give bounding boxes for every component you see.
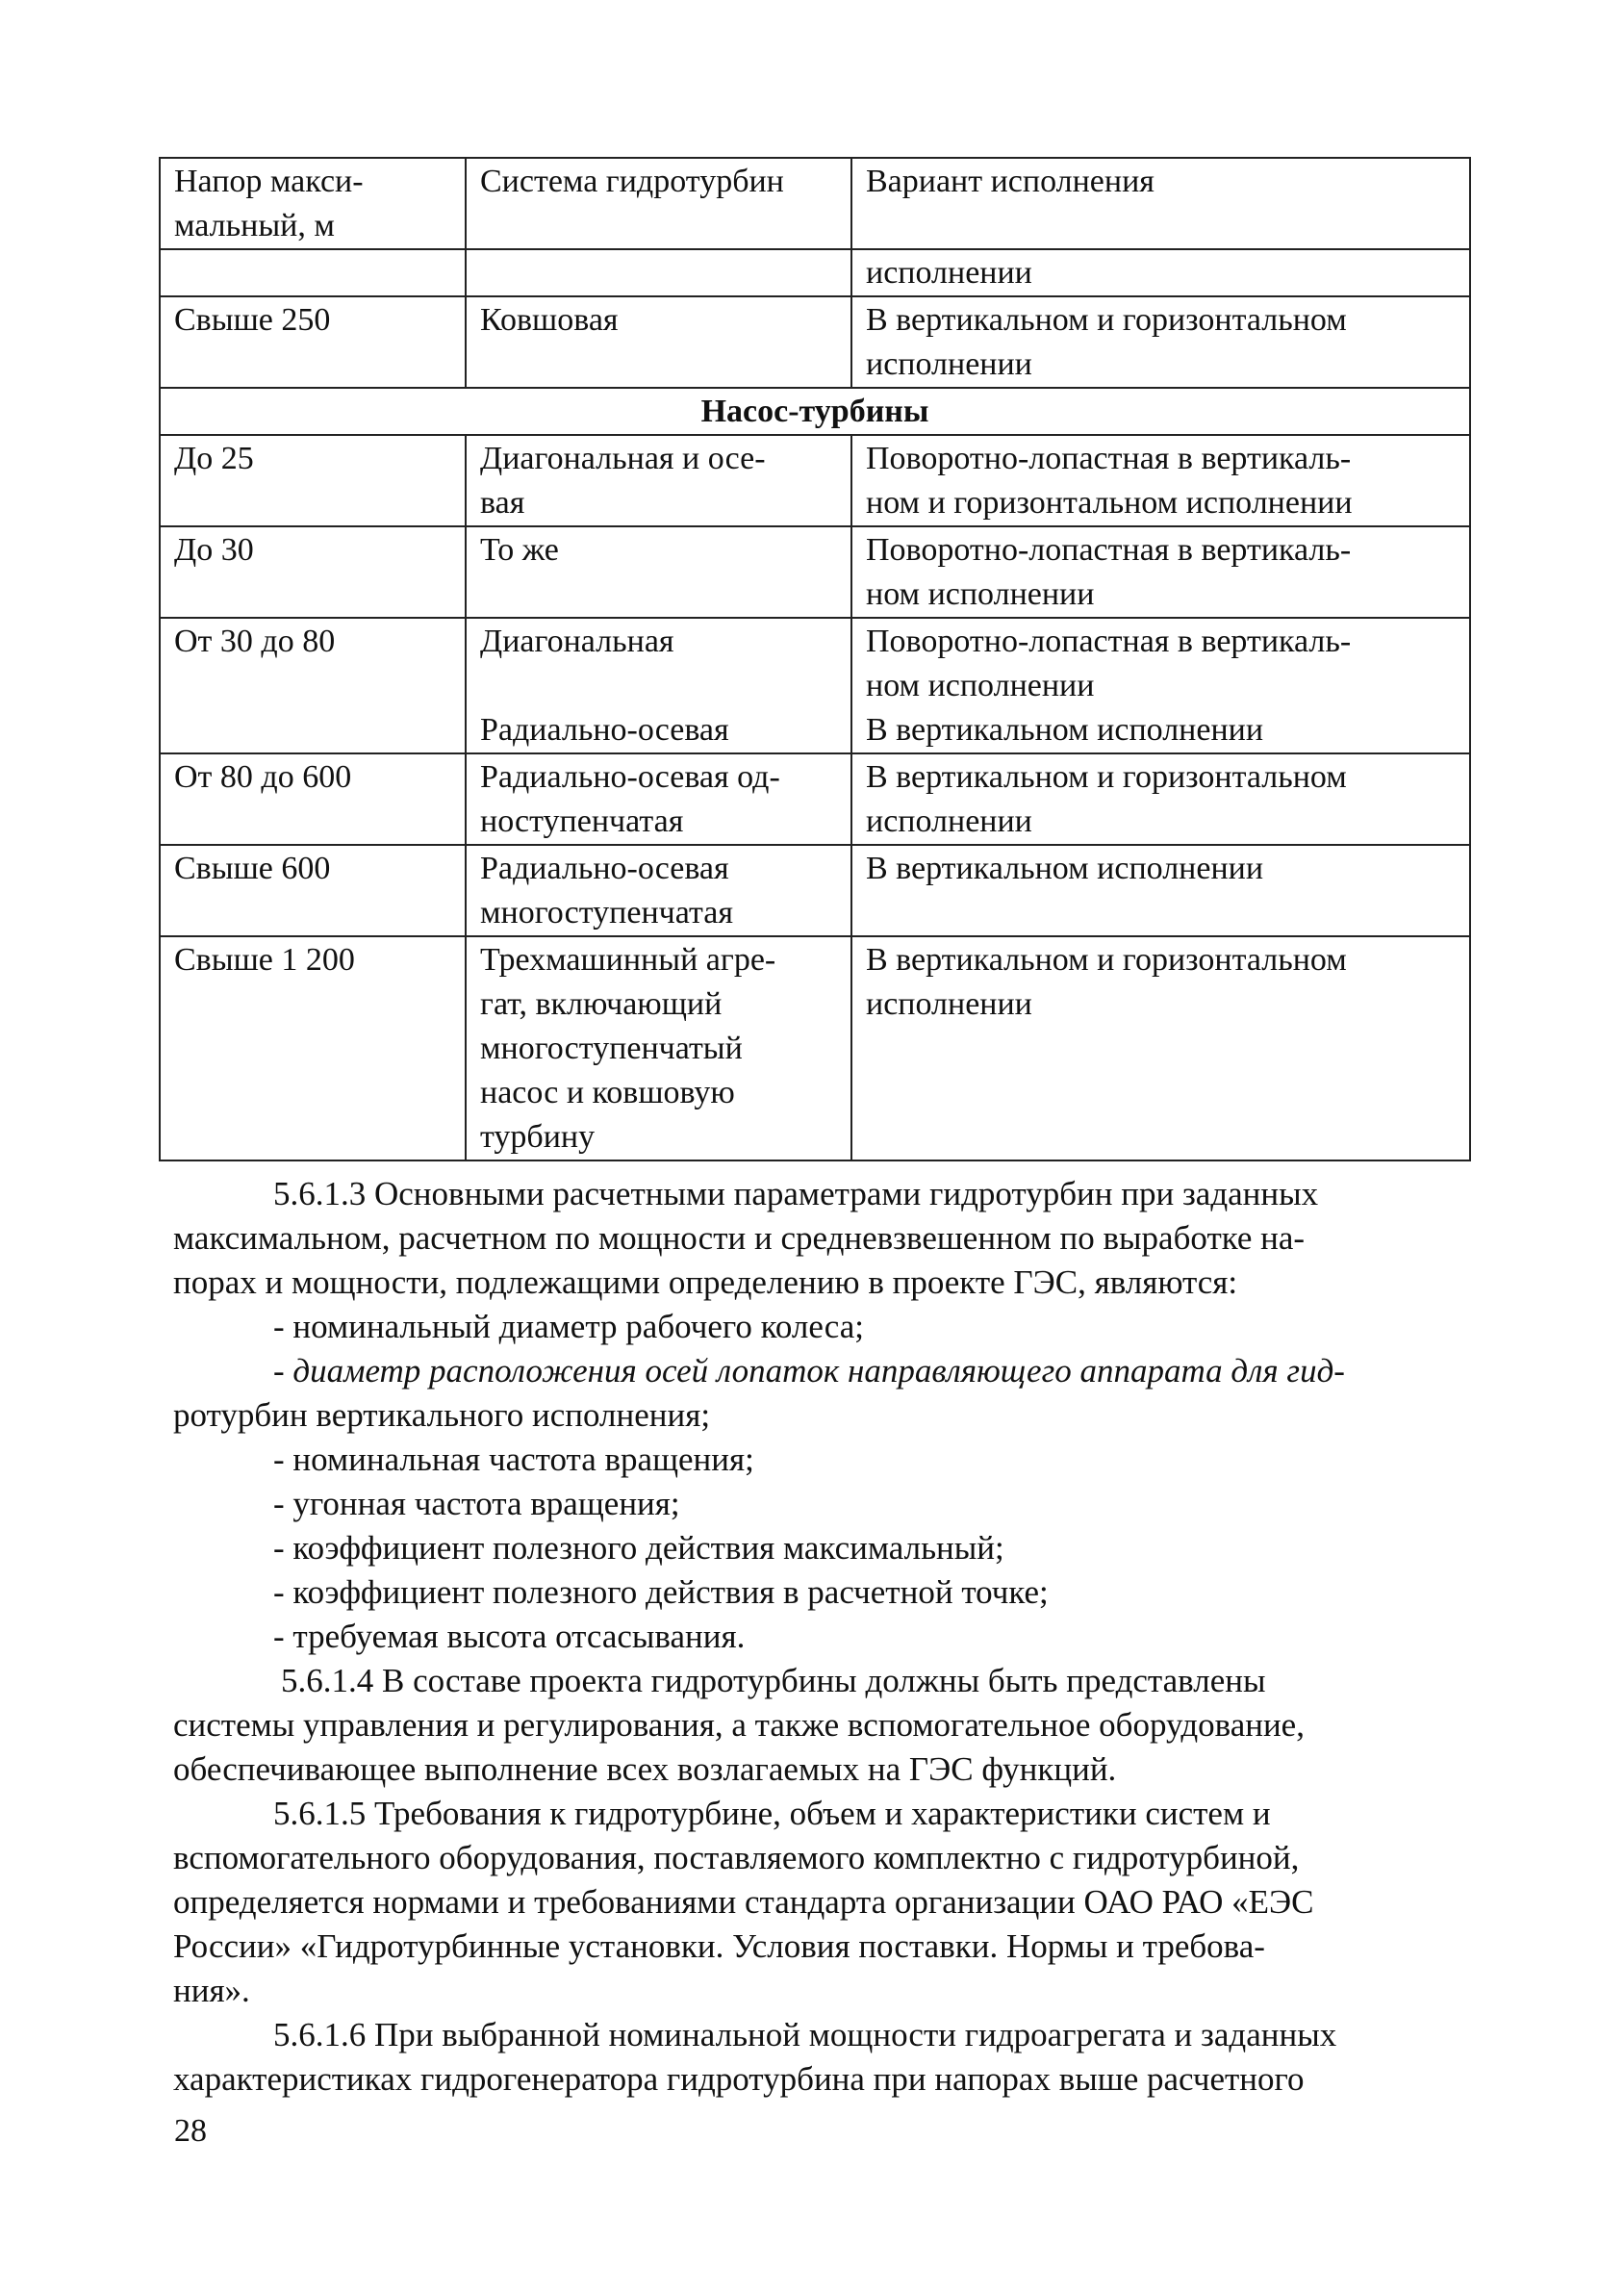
cell-system: Ковшовая	[466, 296, 851, 388]
table-row	[160, 526, 1470, 618]
turbine-systems-table	[159, 157, 1471, 1161]
text-line: России» «Гидротурбинные установки. Условия поставки. Нормы и требова-	[173, 1927, 1265, 1965]
header-system: Система гидротурбин	[466, 158, 851, 249]
list-item: - угонная частота вращения;	[273, 1485, 680, 1522]
cell-variant: Поворотно-лопастная в вертикаль- ном и горизонтальном исполнении	[851, 435, 1470, 526]
cell-system: То же	[466, 526, 851, 618]
list-item: - коэффициент полезного действия максимальный;	[273, 1529, 1004, 1567]
cell-variant: В вертикальном исполнении	[851, 845, 1470, 936]
text-line: 5.6.1.5 Требования к гидротурбине, объем и характеристики систем и	[273, 1795, 1271, 1832]
page-number: 28	[174, 2113, 207, 2149]
header-head: Напор макси- мальный, м	[160, 158, 466, 249]
paragraph-5-6-1-3	[173, 1172, 1491, 1305]
cell-system	[466, 249, 851, 296]
list-item: - коэффициент полезного действия в расчетной точке;	[273, 1573, 1049, 1611]
table-row	[160, 296, 1470, 388]
cell-variant: В вертикальном и горизонтальном исполнении	[851, 753, 1470, 845]
text-line: максимальном, расчетном по мощности и средневзвешенном по выработке на-	[173, 1219, 1306, 1257]
cell-head: Свыше 1 200	[160, 936, 466, 1160]
cell-variant: Поворотно-лопастная в вертикаль- ном исполнении В вертикальном исполнении	[851, 618, 1470, 753]
cell-head	[160, 249, 466, 296]
paragraph-5-6-1-4	[173, 1659, 1491, 1792]
cell-system: Радиально-осевая од- ноступенчатая	[466, 753, 851, 845]
text-line: 5.6.1.4 В составе проекта гидротурбины должны быть представлены	[281, 1662, 1266, 1699]
text-line: определяется нормами и требованиями стандарта организации ОАО РАО «ЕЭС	[173, 1883, 1314, 1921]
text-line: ния».	[173, 1972, 250, 2009]
text-line: характеристиках гидрогенератора гидротурбина при напорах выше расчетного	[173, 2060, 1305, 2098]
text-line: 5.6.1.3 Основными расчетными параметрами гидротурбин при заданных	[273, 1175, 1319, 1212]
cell-variant: исполнении	[851, 249, 1470, 296]
table-header-row	[160, 158, 1470, 249]
list-item: - номинальная частота вращения;	[273, 1441, 754, 1478]
group-heading: Насос-турбины	[160, 388, 1470, 435]
table-row	[160, 753, 1470, 845]
cell-head: От 30 до 80	[160, 618, 466, 753]
table-row	[160, 618, 1470, 753]
text-line: вспомогательного оборудования, поставляемого комплектно с гидротурбиной,	[173, 1839, 1300, 1876]
cell-head: Свыше 600	[160, 845, 466, 936]
list-item: - требуемая высота отсасывания.	[273, 1618, 746, 1655]
cell-system: Трехмашинный агре- гат, включающий многоступенчатый насос и ковшовую турбину	[466, 936, 851, 1160]
cell-head: От 80 до 600	[160, 753, 466, 845]
table-row	[160, 845, 1470, 936]
list-item: ротурбин вертикального исполнения;	[173, 1396, 711, 1434]
text-line: порах и мощности, подлежащими определению в проекте ГЭС, являются:	[173, 1263, 1238, 1301]
paragraph-5-6-1-6	[173, 2013, 1491, 2102]
cell-system: Диагональная Радиально-осевая	[466, 618, 851, 753]
cell-variant: В вертикальном и горизонтальном исполнении	[851, 296, 1470, 388]
parameter-list	[173, 1305, 1491, 1659]
list-item: - диаметр расположения осей лопаток направляющего аппарата для гид-	[273, 1352, 1345, 1390]
cell-system: Диагональная и осе- вая	[466, 435, 851, 526]
cell-head: До 25	[160, 435, 466, 526]
cell-head: Свыше 250	[160, 296, 466, 388]
text-line: 5.6.1.6 При выбранной номинальной мощности гидроагрегата и заданных	[273, 2016, 1337, 2053]
table-row	[160, 936, 1470, 1160]
cell-system: Радиально-осевая многоступенчатая	[466, 845, 851, 936]
cell-head: До 30	[160, 526, 466, 618]
cell-variant: Поворотно-лопастная в вертикаль- ном исполнении	[851, 526, 1470, 618]
cell-variant: В вертикальном и горизонтальном исполнении	[851, 936, 1470, 1160]
paragraph-5-6-1-5	[173, 1792, 1491, 2013]
table-row	[160, 249, 1470, 296]
text-line: системы управления и регулирования, а также вспомогательное оборудование,	[173, 1706, 1305, 1744]
table-row	[160, 435, 1470, 526]
list-item: - номинальный диаметр рабочего колеса;	[273, 1308, 864, 1345]
text-line: обеспечивающее выполнение всех возлагаемых на ГЭС функций.	[173, 1750, 1117, 1788]
table-group-row	[160, 388, 1470, 435]
header-variant: Вариант исполнения	[851, 158, 1470, 249]
